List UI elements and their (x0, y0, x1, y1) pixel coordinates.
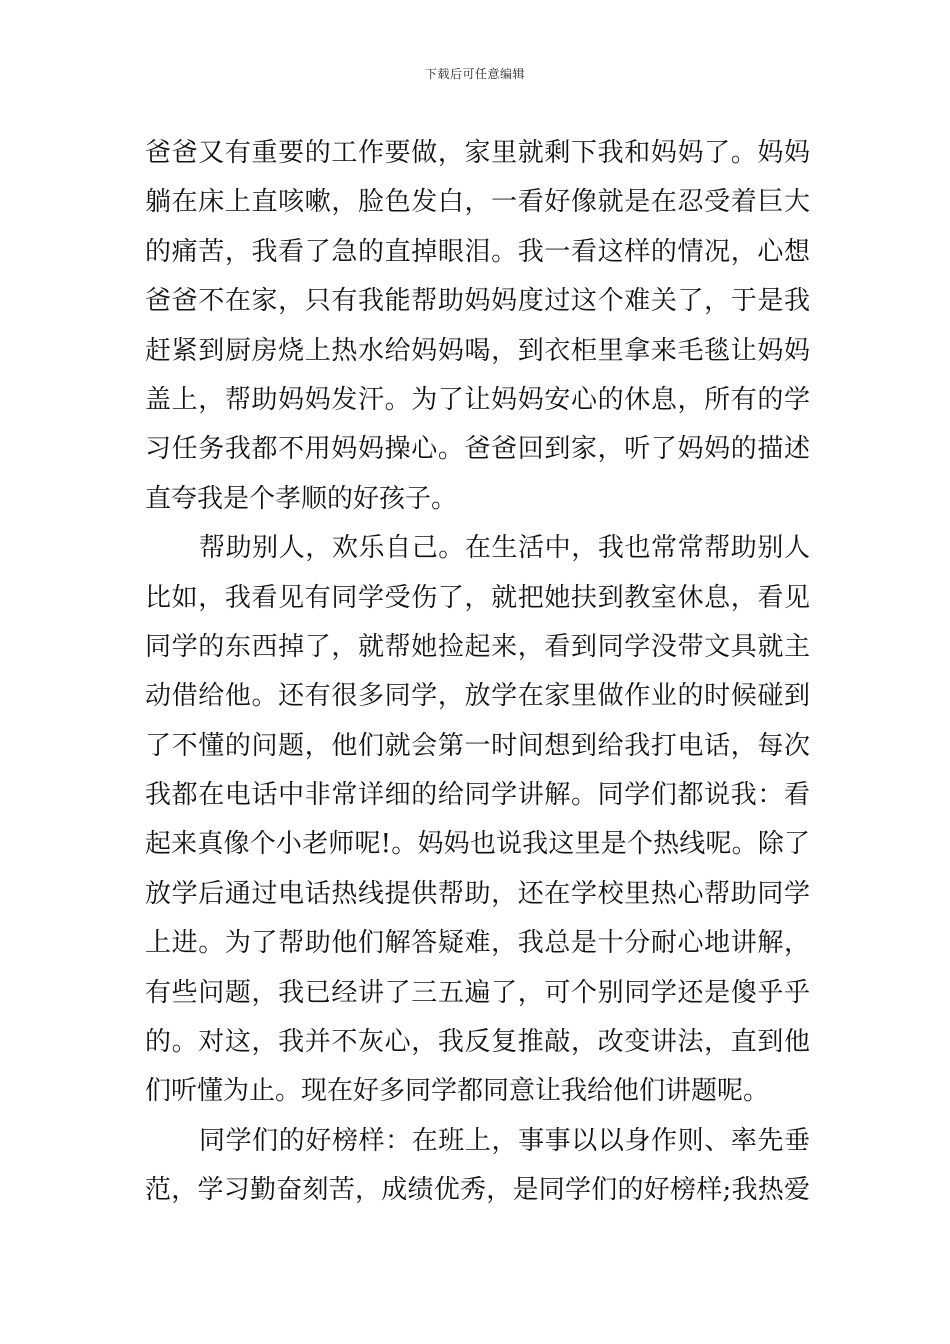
text-line: 的。对这，我并不灰心，我反复推敲，改变讲法，直到他 (145, 1027, 810, 1058)
text-line: 直夸我是个孝顺的好孩子。 (145, 483, 458, 514)
text-line: 动借给他。还有很多同学，放学在家里做作业的时候碰到 (145, 681, 810, 712)
text-line: 躺在床上直咳嗽，脸色发白，一看好像就是在忍受着巨大 (145, 187, 810, 218)
text-line: 有些问题，我已经讲了三五遍了，可个别同学还是傻乎乎 (145, 977, 810, 1008)
text-line: 同学的东西掉了，就帮她捡起来，看到同学没带文具就主 (145, 631, 810, 662)
text-line: 同学们的好榜样：在班上，事事以以身作则、率先垂 (199, 1125, 810, 1156)
text-line: 了不懂的问题，他们就会第一时间想到给我打电话，每次 (145, 730, 810, 761)
text-line: 爸爸不在家，只有我能帮助妈妈度过这个难关了，于是我 (145, 286, 810, 317)
text-line: 爸爸又有重要的工作要做，家里就剩下我和妈妈了。妈妈 (145, 138, 810, 168)
text-line: 我都在电话中非常详细的给同学讲解。同学们都说我：看 (145, 780, 810, 811)
text-line: 比如，我看见有同学受伤了，就把她扶到教室休息，看见 (145, 582, 810, 613)
text-line: 盖上，帮助妈妈发汗。为了让妈妈安心的休息，所有的学 (145, 384, 810, 415)
text-line: 上进。为了帮助他们解答疑难，我总是十分耐心地讲解， (145, 928, 810, 959)
page-header: 下载后可任意编辑 (424, 67, 525, 81)
text-line: 的痛苦，我看了急的直掉眼泪。我一看这样的情况，心想 (145, 236, 810, 267)
text-line: 起来真像个小老师呢!。妈妈也说我这里是个热线呢。除了 (145, 829, 810, 860)
text-line: 范，学习勤奋刻苦，成绩优秀，是同学们的好榜样;我热爱 (145, 1175, 810, 1206)
text-line: 习任务我都不用妈妈操心。爸爸回到家，听了妈妈的描述 (145, 434, 810, 465)
text-line: 赶紧到厨房烧上热水给妈妈喝，到衣柜里拿来毛毯让妈妈 (145, 335, 810, 366)
text-line: 们听懂为止。现在好多同学都同意让我给他们讲题呢。 (145, 1076, 770, 1107)
text-line: 帮助别人，欢乐自己。在生活中，我也常常帮助别人 (199, 533, 810, 564)
text-line: 放学后通过电话热线提供帮助，还在学校里热心帮助同学 (145, 878, 810, 909)
document-body (145, 129, 810, 1216)
